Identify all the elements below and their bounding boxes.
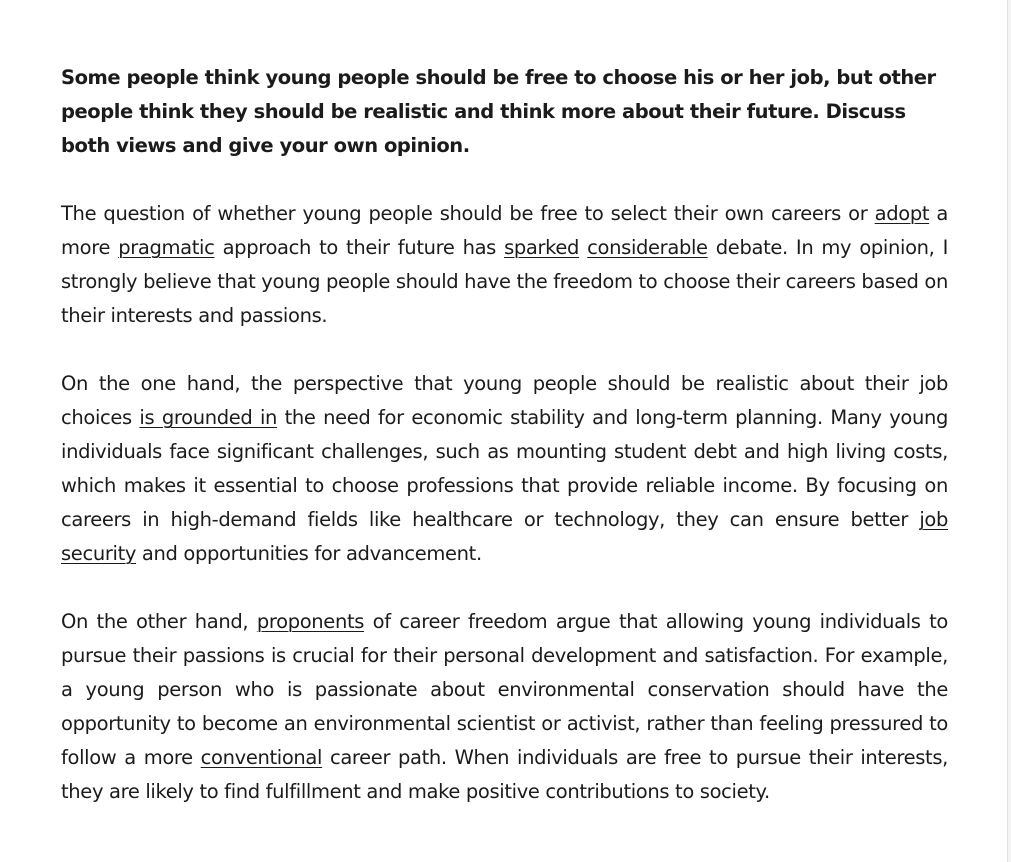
text-run: debate. In my opinion, I strongly believe that young people should have the freedom to choose their careers based on their interests and passions.	[61, 236, 948, 327]
vocab-term-adopt: adopt	[874, 202, 930, 225]
vocab-term-sparked: sparked	[504, 236, 580, 259]
vocab-term-is-grounded-in: is grounded in	[139, 406, 278, 429]
text-run: The question of whether young people should be free to select their own careers or	[61, 202, 875, 225]
text-run: On the other hand,	[61, 610, 257, 633]
text-run: the need for economic stability and long-term planning. Many young individuals face significant challenges, such as mounting student debt and high living costs, which makes it essential to choose professions that provide reliable income. By focusing on careers in high-demand fields like healthcare or technology, they can ensure better	[61, 406, 949, 531]
vocab-term-considerable: considerable	[587, 236, 708, 259]
essay-prompt: Some people think young people should be free to choose his or her job, but other people think they should be realistic and think more about their future. Discuss both views and give your own opinion.	[61, 66, 936, 157]
text-run: a more	[61, 202, 948, 259]
text-run	[579, 236, 587, 259]
text-run: of career freedom argue that allowing young individuals to pursue their passions is crucial for their personal development and satisfaction. For example, a young person who is passionate about environmental conservation should have the opportunity to become an environmental scientist or activist, rather than feeling pressured to follow a more	[61, 610, 949, 769]
vocab-term-conventional: conventional	[200, 746, 323, 769]
paragraph-realistic-view	[61, 367, 948, 571]
vocab-term-job-security: job security	[61, 508, 948, 565]
paragraph-introduction	[61, 197, 948, 333]
paragraph-freedom-view	[61, 605, 948, 809]
text-run: and opportunities for advancement.	[136, 542, 482, 565]
text-run: career path. When individuals are free to pursue their interests, they are likely to find fulfillment and make positive contributions to society.	[61, 746, 948, 803]
document-body	[61, 61, 948, 843]
text-run: approach to their future has	[214, 236, 505, 259]
vocab-term-proponents: proponents	[256, 610, 365, 633]
text-run: On the one hand, the perspective that young people should be realistic about their job choices	[61, 372, 948, 429]
vocab-term-pragmatic: pragmatic	[118, 236, 215, 259]
